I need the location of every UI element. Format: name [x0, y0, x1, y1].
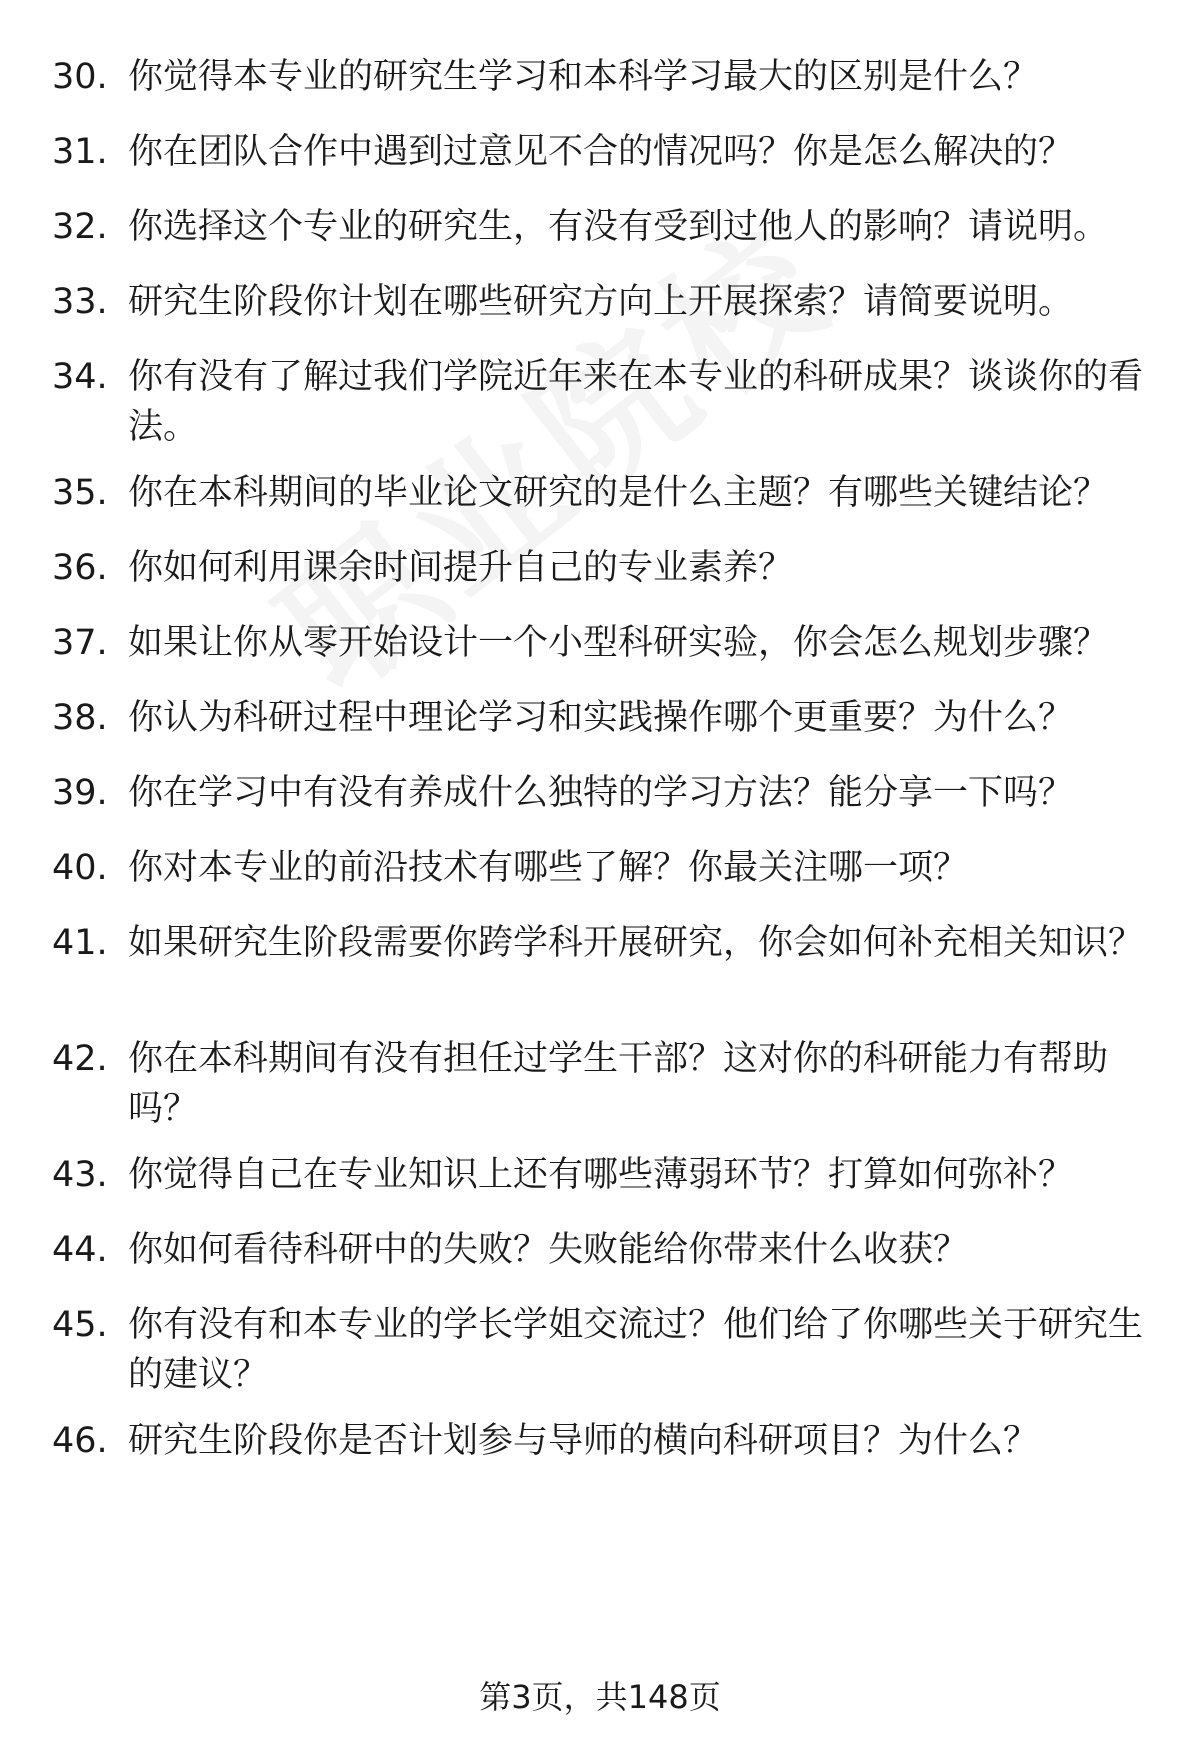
- question-number: 39.: [52, 773, 108, 813]
- question-text: 你觉得本专业的研究生学习和本科学习最大的区别是什么？: [128, 57, 1039, 97]
- question-number: 40.: [52, 848, 108, 888]
- question-number: 31.: [52, 132, 108, 172]
- question-number: 32.: [52, 207, 108, 247]
- question-text: 你对本专业的前沿技术有哪些了解？你最关注哪一项？: [128, 848, 969, 888]
- question-text: 你在学习中有没有养成什么独特的学习方法？能分享一下吗？: [128, 773, 1074, 813]
- question-text: 你有没有和本专业的学长学姐交流过？他们给了你哪些关于研究生的建议？: [128, 1305, 1144, 1395]
- question-text: 你选择这个专业的研究生，有没有受到过他人的影响？请说明。: [128, 207, 1109, 247]
- question-text: 你觉得自己在专业知识上还有哪些薄弱环节？打算如何弥补？: [128, 1155, 1074, 1195]
- question-number: 44.: [52, 1230, 108, 1270]
- question-number: 34.: [52, 357, 108, 397]
- question-text: 你在本科期间有没有担任过学生干部？这对你的科研能力有帮助吗？: [128, 1039, 1109, 1129]
- question-text: 研究生阶段你计划在哪些研究方向上开展探索？请简要说明。: [128, 282, 1074, 322]
- question-text: 你有没有了解过我们学院近年来在本专业的科研成果？谈谈你的看法。: [128, 357, 1144, 447]
- question-text: 你如何利用课余时间提升自己的专业素养？: [128, 548, 794, 588]
- question-number: 41.: [52, 923, 108, 963]
- question-number: 45.: [52, 1305, 108, 1345]
- question-text: 如果让你从零开始设计一个小型科研实验，你会怎么规划步骤？: [128, 623, 1109, 663]
- question-number: 43.: [52, 1155, 108, 1195]
- question-number: 35.: [52, 473, 108, 513]
- question-text: 你在本科期间的毕业论文研究的是什么主题？有哪些关键结论？: [128, 473, 1109, 513]
- question-number: 36.: [52, 548, 108, 588]
- question-text: 你如何看待科研中的失败？失败能给你带来什么收获？: [128, 1230, 969, 1270]
- question-number: 33.: [52, 282, 108, 322]
- question-number: 46.: [52, 1421, 108, 1461]
- question-number: 42.: [52, 1039, 108, 1079]
- page-number: 第3页，共148页: [479, 1678, 721, 1716]
- question-number: 30.: [52, 57, 108, 97]
- question-text: 你认为科研过程中理论学习和实践操作哪个更重要？为什么？: [128, 698, 1074, 738]
- question-text: 如果研究生阶段需要你跨学科开展研究，你会如何补充相关知识？: [128, 923, 1144, 963]
- question-text: 研究生阶段你是否计划参与导师的横向科研项目？为什么？: [128, 1421, 1039, 1461]
- question-number: 38.: [52, 698, 108, 738]
- question-number: 37.: [52, 623, 108, 663]
- question-text: 你在团队合作中遇到过意见不合的情况吗？你是怎么解决的？: [128, 132, 1074, 172]
